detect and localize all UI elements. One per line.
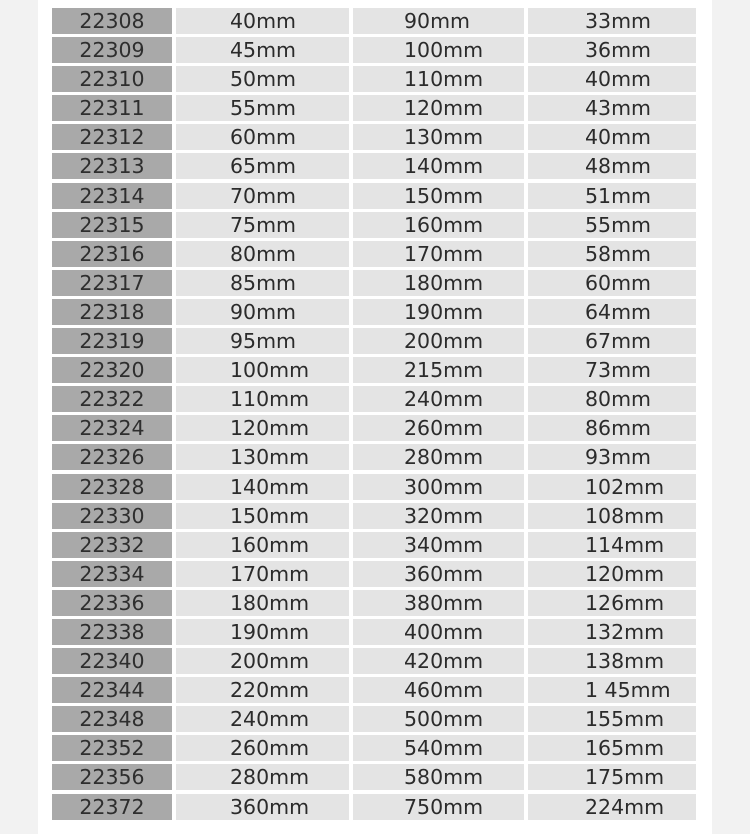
table-row: [52, 299, 700, 328]
width-cell: 40mm: [528, 124, 696, 150]
inner-diameter-cell: 120mm: [176, 415, 349, 441]
table-row: [52, 561, 700, 590]
model-number-cell: 22311: [52, 95, 172, 121]
table-row: [52, 619, 700, 648]
width-cell: 55mm: [528, 212, 696, 238]
table-row: [52, 124, 700, 153]
inner-diameter-cell: 75mm: [176, 212, 349, 238]
width-cell: 48mm: [528, 153, 696, 179]
table-row: [52, 532, 700, 561]
table-row: [52, 590, 700, 619]
model-number-cell: 22320: [52, 357, 172, 383]
model-number-cell: 22317: [52, 270, 172, 296]
table-row: [52, 37, 700, 66]
width-cell: 126mm: [528, 590, 696, 616]
width-cell: 120mm: [528, 561, 696, 587]
outer-diameter-cell: 280mm: [353, 444, 524, 470]
table-row: [52, 794, 700, 823]
model-number-cell: 22326: [52, 444, 172, 470]
table-row: [52, 95, 700, 124]
inner-diameter-cell: 80mm: [176, 241, 349, 267]
outer-diameter-cell: 420mm: [353, 648, 524, 674]
width-cell: 132mm: [528, 619, 696, 645]
width-cell: 67mm: [528, 328, 696, 354]
model-number-cell: 22315: [52, 212, 172, 238]
model-number-cell: 22324: [52, 415, 172, 441]
width-cell: 60mm: [528, 270, 696, 296]
table-row: [52, 153, 700, 182]
outer-diameter-cell: 140mm: [353, 153, 524, 179]
table-row: [52, 648, 700, 677]
inner-diameter-cell: 55mm: [176, 95, 349, 121]
table-row: [52, 415, 700, 444]
width-cell: 40mm: [528, 66, 696, 92]
model-number-cell: 22340: [52, 648, 172, 674]
width-cell: 51mm: [528, 183, 696, 209]
table-row: [52, 706, 700, 735]
model-number-cell: 22372: [52, 794, 172, 820]
inner-diameter-cell: 150mm: [176, 503, 349, 529]
inner-diameter-cell: 45mm: [176, 37, 349, 63]
outer-diameter-cell: 400mm: [353, 619, 524, 645]
outer-diameter-cell: 200mm: [353, 328, 524, 354]
table-row: [52, 212, 700, 241]
inner-diameter-cell: 200mm: [176, 648, 349, 674]
width-cell: 64mm: [528, 299, 696, 325]
width-cell: 175mm: [528, 764, 696, 790]
model-number-cell: 22352: [52, 735, 172, 761]
width-cell: 138mm: [528, 648, 696, 674]
outer-diameter-cell: 360mm: [353, 561, 524, 587]
model-number-cell: 22356: [52, 764, 172, 790]
model-number-cell: 22322: [52, 386, 172, 412]
table-row: [52, 66, 700, 95]
inner-diameter-cell: 160mm: [176, 532, 349, 558]
inner-diameter-cell: 90mm: [176, 299, 349, 325]
outer-diameter-cell: 190mm: [353, 299, 524, 325]
outer-diameter-cell: 380mm: [353, 590, 524, 616]
outer-diameter-cell: 240mm: [353, 386, 524, 412]
outer-diameter-cell: 120mm: [353, 95, 524, 121]
inner-diameter-cell: 260mm: [176, 735, 349, 761]
table-row: [52, 357, 700, 386]
inner-diameter-cell: 70mm: [176, 183, 349, 209]
inner-diameter-cell: 240mm: [176, 706, 349, 732]
model-number-cell: 22318: [52, 299, 172, 325]
model-number-cell: 22336: [52, 590, 172, 616]
table-row: [52, 270, 700, 299]
model-number-cell: 22330: [52, 503, 172, 529]
model-number-cell: 22313: [52, 153, 172, 179]
width-cell: 36mm: [528, 37, 696, 63]
inner-diameter-cell: 190mm: [176, 619, 349, 645]
outer-diameter-cell: 500mm: [353, 706, 524, 732]
model-number-cell: 22334: [52, 561, 172, 587]
outer-diameter-cell: 180mm: [353, 270, 524, 296]
table-row: [52, 386, 700, 415]
inner-diameter-cell: 85mm: [176, 270, 349, 296]
inner-diameter-cell: 130mm: [176, 444, 349, 470]
table-row: [52, 444, 700, 473]
table-row: [52, 183, 700, 212]
inner-diameter-cell: 360mm: [176, 794, 349, 820]
outer-diameter-cell: 260mm: [353, 415, 524, 441]
outer-diameter-cell: 130mm: [353, 124, 524, 150]
table-row: [52, 735, 700, 764]
width-cell: 58mm: [528, 241, 696, 267]
model-number-cell: 22309: [52, 37, 172, 63]
inner-diameter-cell: 220mm: [176, 677, 349, 703]
inner-diameter-cell: 180mm: [176, 590, 349, 616]
inner-diameter-cell: 65mm: [176, 153, 349, 179]
outer-diameter-cell: 460mm: [353, 677, 524, 703]
outer-diameter-cell: 300mm: [353, 474, 524, 500]
outer-diameter-cell: 215mm: [353, 357, 524, 383]
width-cell: 73mm: [528, 357, 696, 383]
table-row: [52, 764, 700, 793]
inner-diameter-cell: 95mm: [176, 328, 349, 354]
model-number-cell: 22316: [52, 241, 172, 267]
outer-diameter-cell: 750mm: [353, 794, 524, 820]
table-row: [52, 8, 700, 37]
outer-diameter-cell: 340mm: [353, 532, 524, 558]
outer-diameter-cell: 540mm: [353, 735, 524, 761]
outer-diameter-cell: 160mm: [353, 212, 524, 238]
inner-diameter-cell: 40mm: [176, 8, 349, 34]
width-cell: 114mm: [528, 532, 696, 558]
width-cell: 102mm: [528, 474, 696, 500]
model-number-cell: 22308: [52, 8, 172, 34]
inner-diameter-cell: 50mm: [176, 66, 349, 92]
inner-diameter-cell: 280mm: [176, 764, 349, 790]
outer-diameter-cell: 320mm: [353, 503, 524, 529]
model-number-cell: 22338: [52, 619, 172, 645]
inner-diameter-cell: 60mm: [176, 124, 349, 150]
width-cell: 93mm: [528, 444, 696, 470]
width-cell: 86mm: [528, 415, 696, 441]
width-cell: 80mm: [528, 386, 696, 412]
table-row: [52, 503, 700, 532]
model-number-cell: 22348: [52, 706, 172, 732]
table-row: [52, 474, 700, 503]
width-cell: 108mm: [528, 503, 696, 529]
inner-diameter-cell: 110mm: [176, 386, 349, 412]
table-row: [52, 241, 700, 270]
outer-diameter-cell: 170mm: [353, 241, 524, 267]
inner-diameter-cell: 100mm: [176, 357, 349, 383]
table-row: [52, 328, 700, 357]
model-number-cell: 22319: [52, 328, 172, 354]
model-number-cell: 22310: [52, 66, 172, 92]
width-cell: 165mm: [528, 735, 696, 761]
model-number-cell: 22312: [52, 124, 172, 150]
width-cell: 1 45mm: [528, 677, 696, 703]
inner-diameter-cell: 140mm: [176, 474, 349, 500]
width-cell: 43mm: [528, 95, 696, 121]
model-number-cell: 22344: [52, 677, 172, 703]
outer-diameter-cell: 90mm: [353, 8, 524, 34]
outer-diameter-cell: 110mm: [353, 66, 524, 92]
inner-diameter-cell: 170mm: [176, 561, 349, 587]
width-cell: 224mm: [528, 794, 696, 820]
bearing-size-table: [52, 8, 700, 823]
outer-diameter-cell: 580mm: [353, 764, 524, 790]
model-number-cell: 22314: [52, 183, 172, 209]
model-number-cell: 22332: [52, 532, 172, 558]
outer-diameter-cell: 100mm: [353, 37, 524, 63]
model-number-cell: 22328: [52, 474, 172, 500]
table-row: [52, 677, 700, 706]
outer-diameter-cell: 150mm: [353, 183, 524, 209]
width-cell: 33mm: [528, 8, 696, 34]
width-cell: 155mm: [528, 706, 696, 732]
